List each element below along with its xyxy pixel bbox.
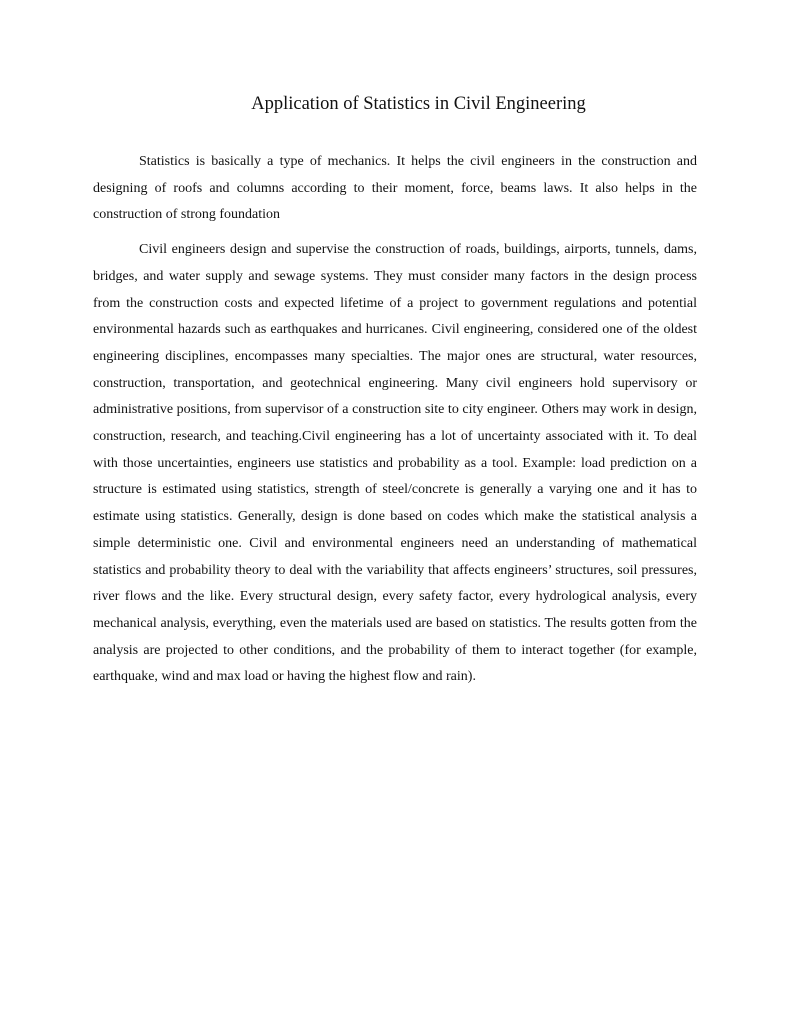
document-title: Application of Statistics in Civil Engineering (251, 94, 586, 114)
document-body (93, 149, 697, 691)
paragraph-statistics-mechanics: Statistics is basically a type of mechanics. It helps the civil engineers in the construction and designing of roofs and columns according to their moment, force, beams laws. It also helps in the construction of strong foundation (93, 154, 697, 223)
paragraph-civil-engineers: Civil engineers design and supervise the construction of roads, buildings, airports, tunnels, dams, bridges, and water supply and sewage systems. They must consider many factors in the design process from the construction costs and expected lifetime of a project to government regulations and potential environmental hazards such as earthquakes and hurricanes. Civil engineering, considered one of the oldest engineering disciplines, encompasses many specialties. The major ones are structural, water resources, construction, transportation, and geotechnical engineering. Many civil engineers hold supervisory or administrative positions, from supervisor of a construction site to city engineer. Others may work in design, construction, research, and teaching.Civil engineering has a lot of uncertainty associated with it. To deal with those uncertainties, engineers use statistics and probability as a tool. Example: load prediction on a structure is estimated using statistics, strength of steel/concrete is generally a varying one and it has to estimate using statistics. Generally, design is done based on codes which make the statistical analysis a simple deterministic one. Civil and environmental engineers need an understanding of mathematical statistics and probability theory to deal with the variability that affects engineers’ structures, soil pressures, river flows and the like. Every structural design, every safety factor, every hydrological analysis, every mechanical analysis, everything, even the materials used are based on statistics. The results gotten from the analysis are projected to other conditions, and the probability of them to interact together (for example, earthquake, wind and max load or having the highest flow and rain). (93, 242, 697, 685)
